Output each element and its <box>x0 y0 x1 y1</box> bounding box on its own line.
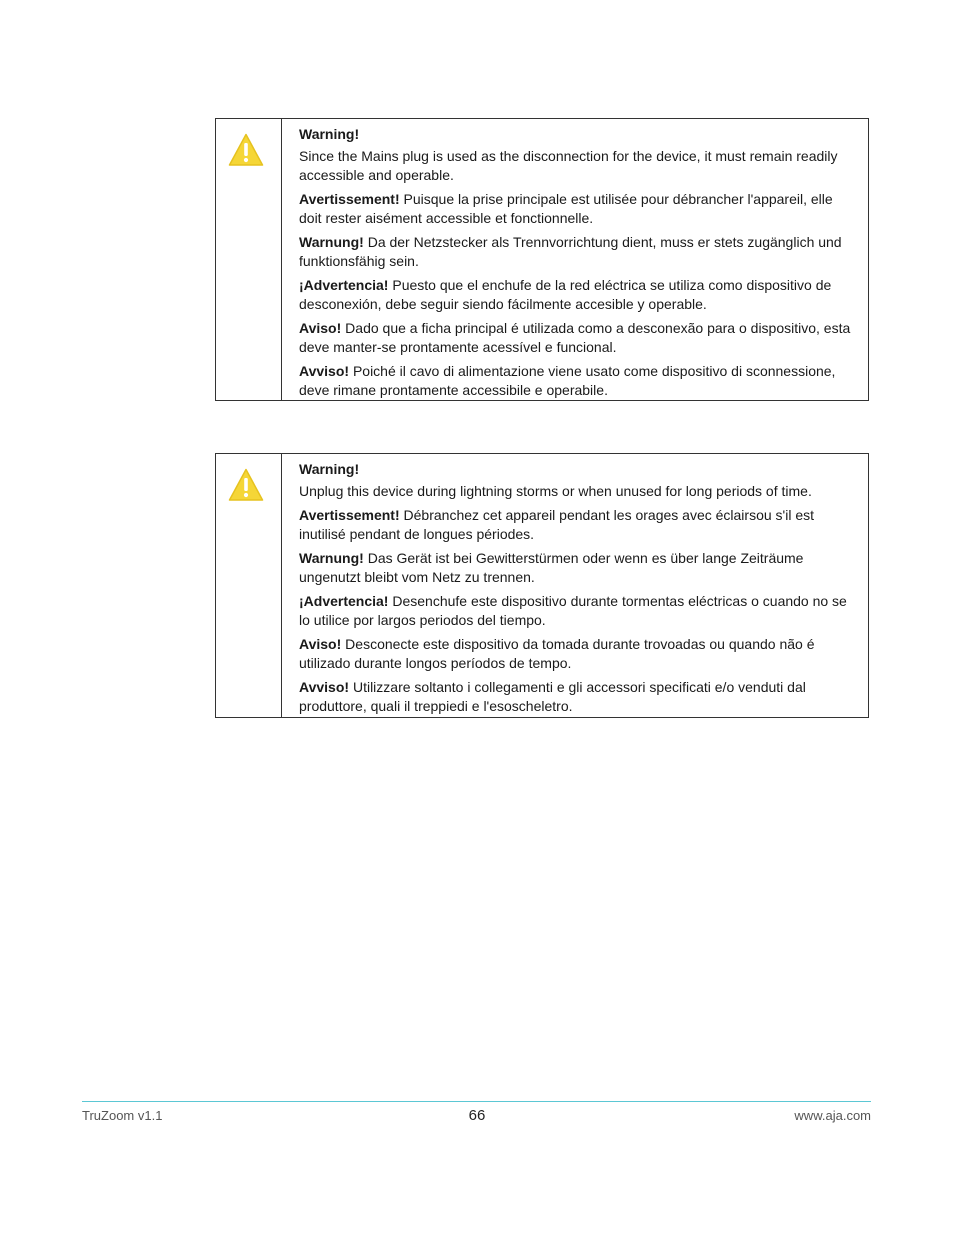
footer-divider <box>82 1101 871 1102</box>
warning-entry-english: Unplug this device during lightning storms or when unused for long periods of time. <box>299 483 812 499</box>
warning-text-cell <box>282 454 868 717</box>
warning-entry-portuguese: Aviso! Desconecte este dispositivo da tomada durante trovoadas ou quando não é utilizado durante longos períodos de tempo. <box>299 636 815 671</box>
warning-title: Warning! <box>299 126 360 142</box>
warning-entry-italian: Avviso! Utilizzare soltanto i collegamenti e gli accessori specificati e/o venduti dal produttore, quali il treppiedi e l'esoscheletro. <box>299 679 806 714</box>
warning-entry-german: Warnung! Das Gerät ist bei Gewitterstürmen oder wenn es über lange Zeiträume ungenutzt bleibt vom Netz zu trennen. <box>299 550 804 585</box>
warning-title: Warning! <box>299 461 360 477</box>
warning-entry-spanish: ¡Advertencia! Puesto que el enchufe de la red eléctrica se utiliza como dispositivo de desconexión, debe seguir siendo fácilmente accesible y operable. <box>299 277 832 312</box>
footer-website: www.aja.com <box>794 1108 871 1123</box>
warning-entry-french: Avertissement! Puisque la prise principale est utilisée pour débrancher l'appareil, elle doit rester aisément accessible et fonctionnelle. <box>299 191 833 226</box>
warning-box-mains-plug <box>215 118 869 401</box>
warning-entry-portuguese: Aviso! Dado que a ficha principal é utilizada como a desconexão para o dispositivo, esta deve manter-se prontamente acessível e funcional. <box>299 320 851 355</box>
warning-icon-cell <box>216 119 282 400</box>
warning-entry-french: Avertissement! Débranchez cet appareil pendant les orages avec éclairsou s'il est inutilisé pendant de longues périodes. <box>299 507 814 542</box>
warning-entry-spanish: ¡Advertencia! Desenchufe este dispositivo durante tormentas eléctricas o cuando no se lo utilice por largos periodos del tiempo. <box>299 593 847 628</box>
warning-text-cell <box>282 119 868 400</box>
warning-entry-english: Since the Mains plug is used as the disconnection for the device, it must remain readily accessible and operable. <box>299 148 838 183</box>
warning-box-lightning <box>215 453 869 718</box>
warning-entry-italian: Avviso! Poiché il cavo di alimentazione viene usato come dispositivo di sconnessione, deve rimane prontamente accessibile e operabile. <box>299 363 836 398</box>
warning-triangle-icon <box>228 133 264 167</box>
footer-product-name: TruZoom v1.1 <box>82 1108 163 1123</box>
warning-icon-cell <box>216 454 282 717</box>
warning-triangle-icon <box>228 468 264 502</box>
footer-page-number: 66 <box>468 1107 486 1124</box>
warning-entry-german: Warnung! Da der Netzstecker als Trennvorrichtung dient, muss er stets zugänglich und funktionsfähig sein. <box>299 234 842 269</box>
